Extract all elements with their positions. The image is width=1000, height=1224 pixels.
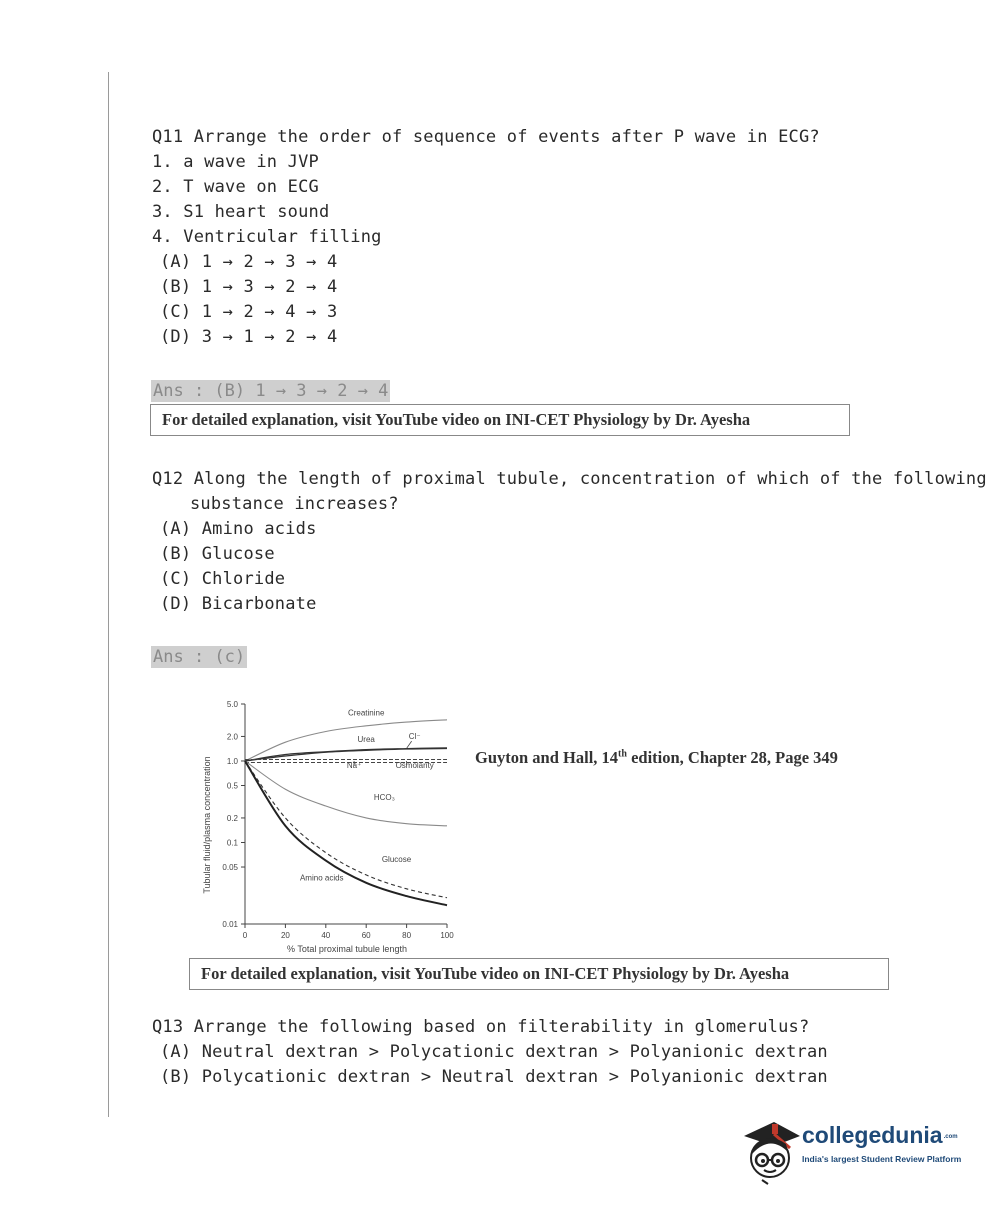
- chart-label-osmolarity: Osmolarity: [395, 761, 434, 771]
- q12-answer: Ans : (c): [153, 647, 246, 667]
- mascot-icon: [742, 1118, 802, 1186]
- q13-question: Q13 Arrange the following based on filterability in glomerulus?: [152, 1017, 810, 1037]
- page-margin-rule: [108, 72, 109, 1117]
- q12-citation: [475, 748, 838, 768]
- chart-label-creatinine: Creatinine: [347, 708, 385, 718]
- chart-label-cl-: Cl⁻: [408, 732, 421, 742]
- chart-y-tick-label: 1.0: [226, 756, 238, 766]
- citation-text-rest: edition, Chapter 28, Page 349: [626, 748, 838, 767]
- chart-x-ticks: [243, 924, 454, 940]
- chart-label-amino-acids: Amino acids: [299, 873, 344, 883]
- logo-wordmark: [802, 1122, 958, 1149]
- chart-x-tick-label: 20: [280, 931, 290, 940]
- q11-answer: Ans : (B) 1 → 3 → 2 → 4: [153, 381, 389, 401]
- q11-option-b: (B) 1 → 3 → 2 → 4: [160, 277, 338, 297]
- q11-item-2: 2. T wave on ECG: [152, 177, 319, 197]
- chart-y-axis-label: Tubular fluid/plasma concentration: [202, 756, 212, 894]
- chart-series: [245, 720, 447, 905]
- chart-y-tick-label: 0.1: [226, 838, 238, 848]
- q11-option-c: (C) 1 → 2 → 4 → 3: [160, 302, 338, 322]
- chart-y-tick-label: 0.01: [222, 920, 238, 929]
- q12-question-line2: substance increases?: [190, 494, 399, 514]
- chart-cl-leader: [407, 741, 412, 748]
- logo-tagline: India's largest Student Review Platform: [802, 1154, 962, 1164]
- chart-series-line-hco3: [245, 761, 447, 826]
- chart-x-tick-label: 0: [242, 931, 248, 940]
- chart-label-urea: Urea: [357, 734, 375, 744]
- q11-option-a: (A) 1 → 2 → 3 → 4: [160, 252, 338, 272]
- proximal-tubule-chart: [195, 690, 465, 958]
- chart-y-tick-label: 5.0: [226, 700, 238, 709]
- citation-superscript: th: [618, 748, 627, 760]
- q13-option-b: (B) Polycationic dextran > Neutral dextran > Polyanionic dextran: [160, 1067, 828, 1087]
- q11-item-3: 3. S1 heart sound: [152, 202, 330, 222]
- q12-question-line1: Q12 Along the length of proximal tubule, concentration of which of the following: [152, 469, 987, 489]
- q13-option-a: (A) Neutral dextran > Polycationic dextran > Polyanionic dextran: [160, 1042, 828, 1062]
- logo-suffix: .com: [943, 1133, 958, 1140]
- q12-explanation-box: For detailed explanation, visit YouTube video on INI-CET Physiology by Dr. Ayesha: [189, 958, 889, 990]
- chart-label-hco3: HCO₃: [373, 793, 395, 803]
- q11-item-1: 1. a wave in JVP: [152, 152, 319, 172]
- chart-y-tick-label: 2.0: [226, 732, 238, 742]
- chart-label-glucose: Glucose: [381, 854, 412, 864]
- q12-option-d: (D) Bicarbonate: [160, 594, 317, 614]
- logo-name-text: collegedunia: [802, 1122, 943, 1148]
- q12-option-a: (A) Amino acids: [160, 519, 317, 539]
- chart-y-tick-label: 0.05: [222, 863, 238, 873]
- q11-option-d: (D) 3 → 1 → 2 → 4: [160, 327, 338, 347]
- chart-y-tick-label: 0.5: [226, 781, 238, 791]
- q11-explanation-box: For detailed explanation, visit YouTube video on INI-CET Physiology by Dr. Ayesha: [150, 404, 850, 436]
- citation-text: Guyton and Hall, 14: [475, 748, 619, 767]
- collegedunia-logo: [742, 1118, 972, 1186]
- chart-x-axis-label: % Total proximal tubule length: [287, 944, 407, 954]
- chart-x-tick-label: 60: [361, 931, 371, 940]
- q12-option-c: (C) Chloride: [160, 569, 286, 589]
- chart-series-line-glucose: [245, 761, 447, 898]
- chart-x-tick-label: 80: [402, 931, 412, 940]
- q11-question: Q11 Arrange the order of sequence of events after P wave in ECG?: [152, 127, 820, 147]
- q12-option-b: (B) Glucose: [160, 544, 275, 564]
- chart-label-na-: Na⁺: [346, 761, 362, 771]
- chart-y-tick-label: 0.2: [226, 813, 238, 823]
- q11-item-4: 4. Ventricular filling: [152, 227, 382, 247]
- chart-x-tick-label: 100: [440, 931, 454, 940]
- chart-x-tick-label: 40: [321, 931, 331, 940]
- chart-y-ticks: [222, 700, 245, 929]
